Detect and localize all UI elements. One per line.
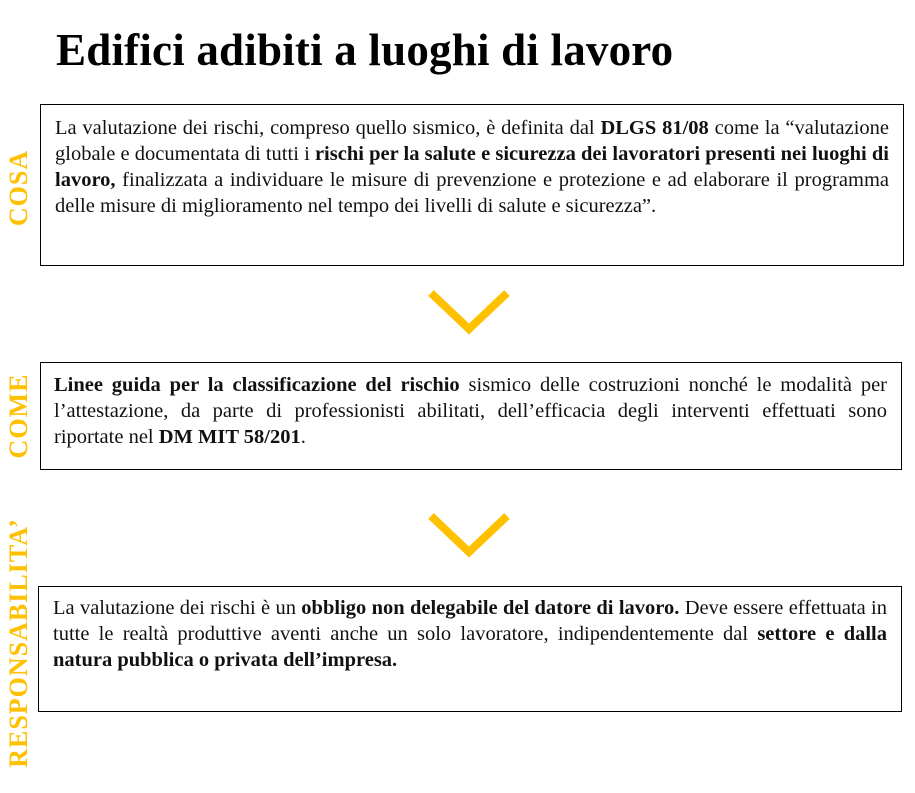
box-responsabilita — [38, 586, 902, 712]
resp-text-2: Deve essere effettuata in tutte le realtà produttive aventi anche un solo lavoratore, indipendentemente dal — [53, 597, 887, 645]
come-bold-1: Linee guida per la classificazione del rischio — [54, 374, 460, 396]
resp-text-1: La valutazione dei rischi è un — [53, 597, 302, 619]
page-title: Edifici adibiti a luoghi di lavoro — [56, 25, 674, 75]
come-bold-2: DM MIT 58/201 — [158, 426, 301, 448]
chevron-down-icon — [426, 289, 512, 337]
resp-bold-2: settore e dalla natura pubblica o privata dell’impresa. — [53, 623, 887, 671]
box-come — [40, 362, 902, 470]
cosa-text-2: come la “valutazione globale e documentata di tutti i — [55, 117, 889, 165]
chevron-down-icon — [426, 512, 512, 560]
resp-bold-1: obbligo non delegabile del datore di lavoro. — [301, 597, 680, 619]
label-come: COME — [4, 373, 33, 459]
cosa-bold-2: rischi per la salute e sicurezza dei lavoratori presenti nei luoghi di lavoro, — [55, 143, 889, 191]
cosa-bold-1: DLGS 81/08 — [600, 117, 709, 139]
cosa-text-1: La valutazione dei rischi, compreso quello sismico, è definita dal — [55, 117, 601, 139]
come-text-1: sismico delle costruzioni nonché le modalità per l’attestazione, da parte di professionisti abilitati, dell’efficacia degli interventi effettuati sono riportate nel — [54, 374, 888, 448]
cosa-text-3: finalizzata a individuare le misure di prevenzione e protezione e ad elaborare il programma delle misure di miglioramento nel tempo dei livelli di salute e sicurezza”. — [55, 169, 889, 217]
label-responsabilita: RESPONSABILITA’ — [4, 518, 33, 768]
box-cosa — [40, 104, 904, 266]
come-text-2: . — [300, 426, 306, 448]
label-cosa: COSA — [4, 149, 33, 227]
